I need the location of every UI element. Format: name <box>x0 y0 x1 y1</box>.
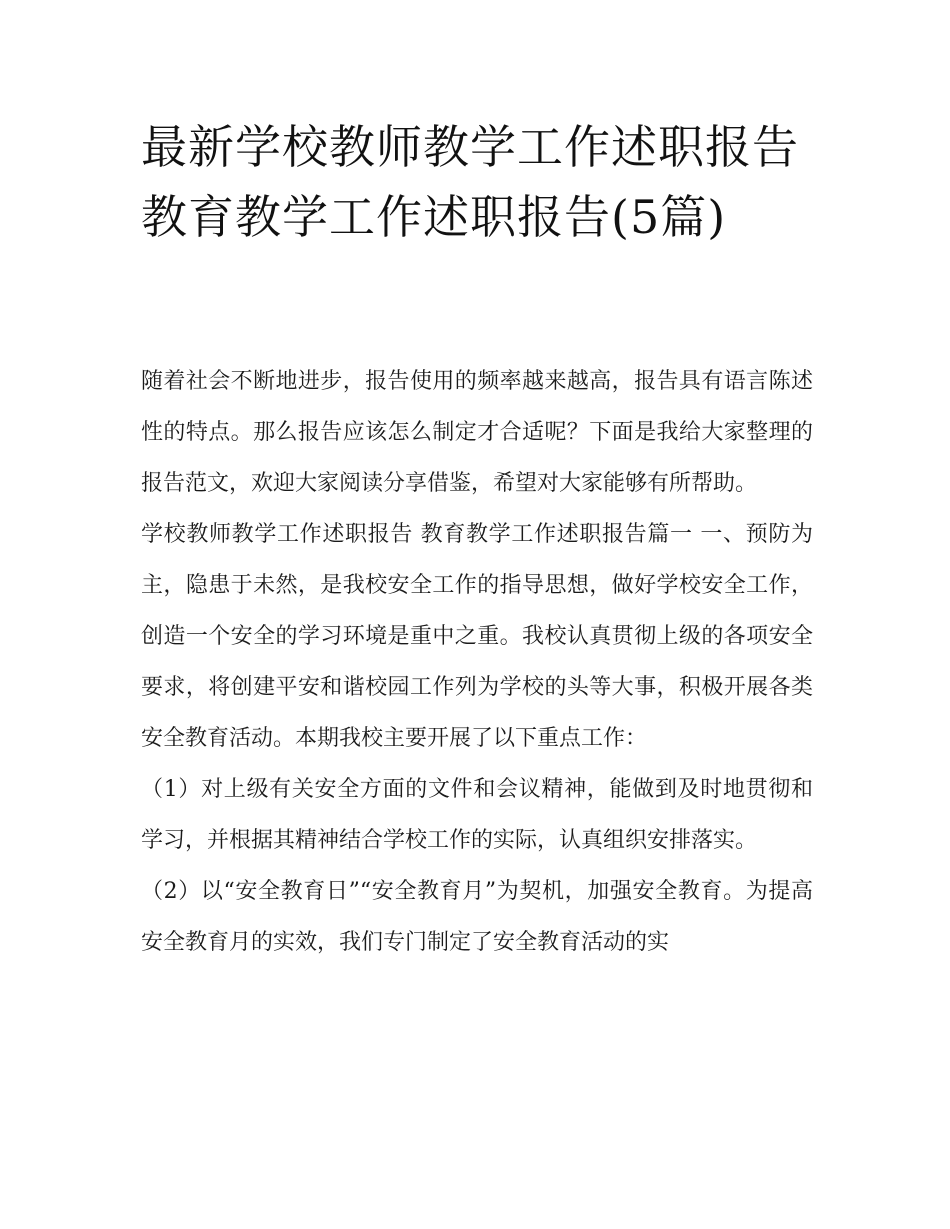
intro-paragraph: 随着社会不断地进步，报告使用的频率越来越高，报告具有语言陈述性的特点。那么报告应该怎么制定才合适呢？下面是我给大家整理的报告范文，欢迎大家阅读分享借鉴，希望对大家能够有所帮助。 <box>141 369 813 496</box>
document-body <box>141 356 813 968</box>
item-two-paragraph: （2）以“安全教育日”“安全教育月”为契机，加强安全教育。为提高安全教育月的实效，我们专门制定了安全教育活动的实 <box>141 879 813 955</box>
section-one-paragraph: 学校教师教学工作述职报告 教育教学工作述职报告篇一 一、预防为主，隐患于未然，是我校安全工作的指导思想，做好学校安全工作，创造一个安全的学习环境是重中之重。我校认真贯彻上级的各项安全要求，将创建平安和谐校园工作列为学校的头等大事，积极开展各类安全教育活动。本期我校主要开展了以下重点工作： <box>141 522 813 751</box>
item-one-paragraph: （1）对上级有关安全方面的文件和会议精神，能做到及时地贯彻和学习，并根据其精神结合学校工作的实际，认真组织安排落实。 <box>141 777 813 853</box>
document-title: 最新学校教师教学工作述职报告 教育教学工作述职报告(5篇) <box>141 120 799 244</box>
